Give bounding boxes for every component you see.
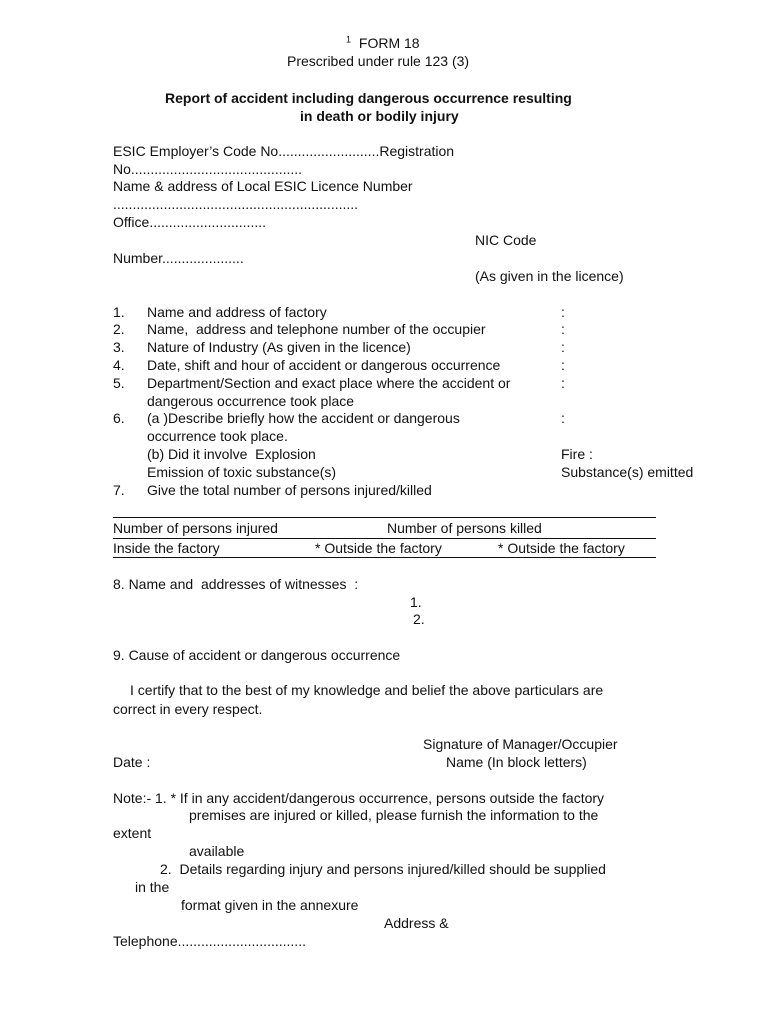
note-line7: format given in the annexure (181, 897, 359, 913)
table-outside-factory-2: * Outside the factory (498, 540, 625, 556)
prescribed-rule: Prescribed under rule 123 (3) (287, 53, 470, 69)
form-number (346, 34, 420, 52)
cause-label: 9. Cause of accident or dangerous occurrence (113, 647, 401, 663)
item-1-text: Name and address of factory (147, 304, 327, 320)
item-5-number: 5. (113, 375, 125, 391)
note-line5: 2. Details regarding injury and persons injured/killed should be supplied (160, 861, 606, 877)
footnote-mark: 1 (346, 34, 352, 45)
item-4-number: 4. (113, 357, 125, 373)
item-3-colon: : (561, 339, 565, 355)
item-3-number: 3. (113, 339, 125, 355)
item-7-text: Give the total number of persons injured/killed (147, 482, 432, 498)
witness-1: 1. (410, 594, 422, 610)
item-2-colon: : (561, 321, 565, 337)
item-6-text-cont: occurrence took place. (147, 428, 288, 444)
certify-line1: I certify that to the best of my knowledge and belief the above particulars are (130, 682, 604, 698)
form-title-line1: Report of accident including dangerous occurrence resulting (165, 90, 572, 106)
item-6-fire-label: Fire : (561, 446, 593, 462)
address-label: Address & (384, 915, 449, 931)
registration-no-line: No............................................ (113, 161, 303, 177)
table-inside-factory: Inside the factory (113, 540, 220, 556)
note-line1: Note:- 1. * If in any accident/dangerous occurrence, persons outside the factory (113, 790, 605, 806)
table-header-killed: Number of persons killed (387, 520, 542, 536)
item-6-substances-label: Substance(s) emitted (561, 464, 694, 480)
nic-code-label: NIC Code (475, 232, 537, 248)
note-line3: extent (113, 825, 152, 841)
item-6-colon: : (561, 410, 565, 426)
item-6-number: 6. (113, 410, 125, 426)
table-header-injured: Number of persons injured (113, 520, 278, 536)
witness-2: 2. (413, 611, 425, 627)
item-1-number: 1. (113, 304, 125, 320)
office-line: Office.............................. (113, 214, 267, 230)
table-bottom-rule (113, 557, 656, 558)
note-line6: in the (135, 879, 170, 895)
item-2-number: 2. (113, 321, 125, 337)
item-5-text-cont: dangerous occurrence took place (147, 393, 355, 409)
date-label: Date : (113, 754, 151, 770)
item-4-text: Date, shift and hour of accident or dangerous occurrence (147, 357, 501, 373)
witnesses-label: 8. Name and addresses of witnesses : (113, 576, 359, 592)
item-5-text: Department/Section and exact place where the accident or (147, 375, 511, 391)
item-7-number: 7. (113, 482, 125, 498)
certify-line2: correct in every respect. (113, 701, 263, 717)
note-line4: available (189, 843, 245, 859)
item-1-colon: : (561, 304, 565, 320)
item-5-colon: : (561, 375, 565, 391)
name-block-letters-label: Name (In block letters) (446, 754, 587, 770)
item-6b-text: (b) Did it involve Explosion (147, 446, 316, 462)
form-number-text: FORM 18 (358, 35, 420, 51)
licence-note: (As given in the licence) (475, 268, 624, 284)
item-4-colon: : (561, 357, 565, 373)
item-6-text: (a )Describe briefly how the accident or dangerous (147, 410, 460, 426)
form-title-line2: in death or bodily injury (300, 108, 459, 124)
item-2-text: Name, address and telephone number of the occupier (147, 321, 486, 337)
item-6-emission-text: Emission of toxic substance(s) (147, 464, 337, 480)
item-3-text: Nature of Industry (As given in the licence) (147, 339, 411, 355)
table-top-rule (113, 517, 656, 518)
note-line2: premises are injured or killed, please furnish the information to the (189, 807, 599, 823)
employer-code-line: ESIC Employer’s Code No..........................Registration (113, 143, 455, 159)
number-line: Number..................... (113, 250, 244, 266)
signature-label: Signature of Manager/Occupier (423, 736, 618, 752)
table-outside-factory-1: * Outside the factory (315, 540, 442, 556)
dotted-line: ............................................................... (113, 196, 359, 212)
telephone-line: Telephone................................. (113, 933, 306, 949)
local-office-licence-line: Name & address of Local ESIC Licence Number (113, 178, 413, 194)
